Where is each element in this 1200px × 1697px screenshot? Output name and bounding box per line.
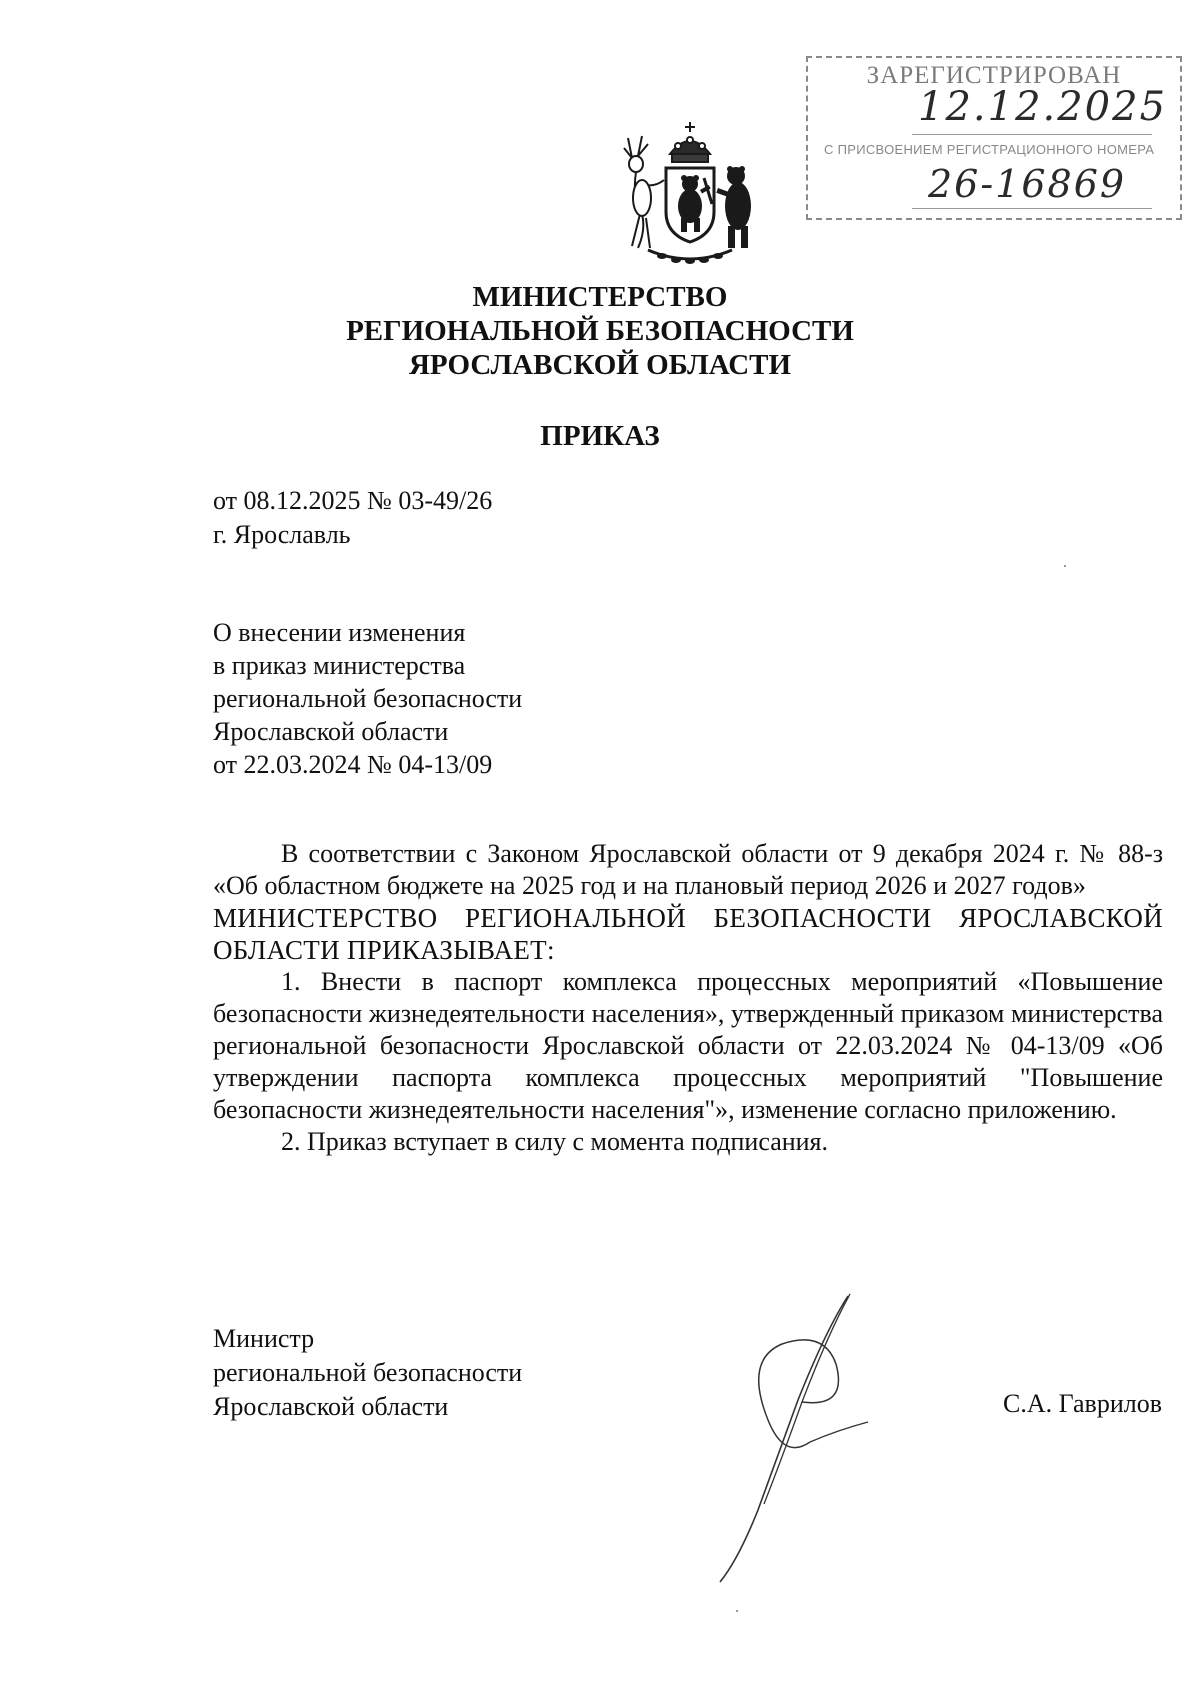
scan-speck xyxy=(736,1610,738,1612)
registration-stamp xyxy=(806,56,1182,220)
stamp-title: ЗАРЕГИСТРИРОВАН xyxy=(866,62,1122,89)
signatory-name: С.А. Гаврилов xyxy=(1003,1389,1162,1418)
stamp-number-underline xyxy=(912,208,1152,209)
position-line-1: Министр xyxy=(213,1324,315,1353)
ministry-line-1: МИНИСТЕРСТВО xyxy=(472,281,728,313)
position-line-2: региональной безопасности xyxy=(213,1358,523,1387)
ministry-line-2: РЕГИОНАЛЬНОЙ БЕЗОПАСНОСТИ xyxy=(346,315,854,347)
subject-line-2: в приказ министерства xyxy=(213,651,466,680)
stamp-subtitle: С ПРИСВОЕНИЕМ РЕГИСТРАЦИОННОГО НОМЕРА xyxy=(824,142,1155,157)
stamp-number: 26-16869 xyxy=(928,162,1127,206)
stamp-date: 12.12.2025 xyxy=(918,84,1168,130)
ministry-line-3: ЯРОСЛАВСКОЙ ОБЛАСТИ xyxy=(408,349,792,381)
subject-line-1: О внесении изменения xyxy=(213,618,466,647)
document-type: ПРИКАЗ xyxy=(540,420,660,452)
document-subject xyxy=(213,616,522,781)
signatory-position xyxy=(213,1322,522,1424)
document-meta xyxy=(213,484,492,552)
order-item-1: 1. Внести в паспорт комплекса процессных мероприятий «Повышение безопасности жизнедеятельности населения», утвержденный приказом министерства региональной безопасности Ярославской области от 22.03.2024 № 04-13/09 «Об утверждении паспорта комплекса процессных мероприятий "Повышение безопасности жизнедеятельности населения"», изменение согласно приложению. xyxy=(213,967,1163,1124)
document-body xyxy=(213,838,1163,1158)
subject-line-3: региональной безопасности xyxy=(213,684,523,713)
order-item-2: 2. Приказ вступает в силу с момента подписания. xyxy=(281,1127,829,1156)
handwritten-signature xyxy=(698,1290,908,1590)
subject-line-5: от 22.03.2024 № 04-13/09 xyxy=(213,750,493,779)
preamble-paragraph: В соответствии с Законом Ярославской области от 9 декабря 2024 г. № 88-з «Об областном бюджете на 2025 год и на плановый период 2026 и 2027 годов» xyxy=(213,839,1163,900)
document-date-number: от 08.12.2025 № 03-49/26 xyxy=(213,486,493,515)
stamp-date-underline xyxy=(912,134,1152,135)
ministry-heading xyxy=(0,280,1200,382)
scan-speck xyxy=(1064,565,1066,567)
subject-line-4: Ярославской области xyxy=(213,717,449,746)
document-city: г. Ярославль xyxy=(213,520,351,549)
position-line-3: Ярославской области xyxy=(213,1392,449,1421)
order-clause: МИНИСТЕРСТВО РЕГИОНАЛЬНОЙ БЕЗОПАСНОСТИ ЯРОСЛАВСКОЙ ОБЛАСТИ ПРИКАЗЫВАЕТ: xyxy=(213,903,1163,965)
yaroslavl-coat-of-arms-icon xyxy=(618,118,762,268)
